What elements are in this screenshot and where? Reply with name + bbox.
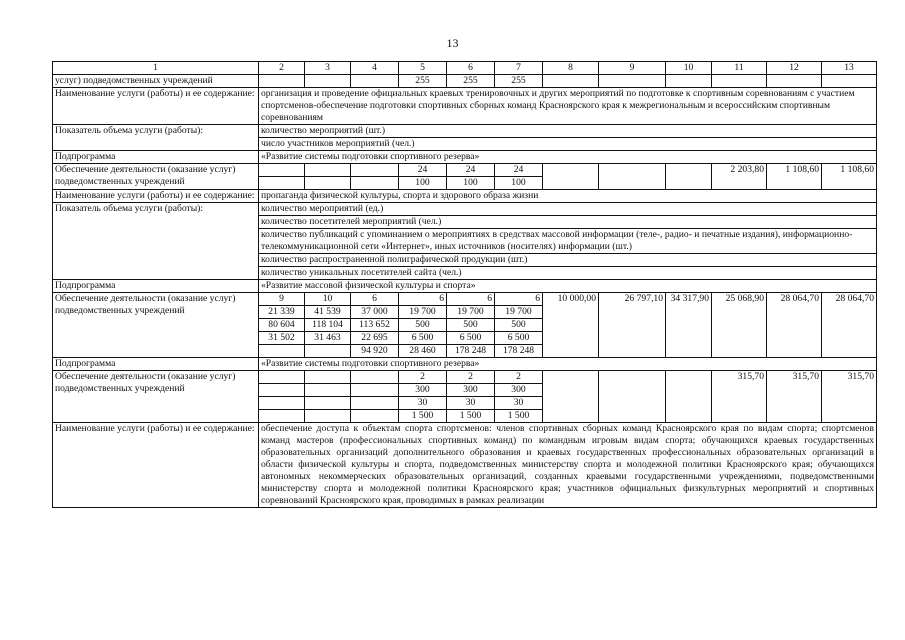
indicator-text: количество публикаций с упоминанием о мероприятиях в средствах массовой информации (теле-, радио- и печатные издания), информационно-телекоммуникационной сети «Интернет», иных источников (носителях) информации (шт.) <box>259 229 877 254</box>
subprogram-name: «Развитие массовой физической культуры и спорта» <box>259 280 877 293</box>
cell: 6 <box>495 293 543 306</box>
cell: 24 <box>495 164 543 177</box>
service-name-row <box>53 423 877 508</box>
cell: 24 <box>447 164 495 177</box>
cell: 30 <box>447 397 495 410</box>
cell: 300 <box>495 384 543 397</box>
cell: 255 <box>447 75 495 88</box>
cell: 6 <box>447 293 495 306</box>
cell: 315,70 <box>712 371 767 423</box>
provision-label: Обеспечение деятельности (оказание услуг) подведомственных учреждений <box>53 371 259 423</box>
cell: 100 <box>447 177 495 190</box>
subprogram-label: Подпрограмма <box>53 151 259 164</box>
header-cell: 1 <box>53 62 259 75</box>
header-cell: 9 <box>599 62 666 75</box>
provision-row <box>53 371 877 384</box>
cell: 500 <box>495 319 543 332</box>
indicator-label: Показатель объема услуги (работы): <box>53 203 259 280</box>
subprogram-row <box>53 151 877 164</box>
provision-row <box>53 293 877 306</box>
cell: 1 108,60 <box>767 164 822 190</box>
cell: 300 <box>447 384 495 397</box>
cell: 19 700 <box>399 306 447 319</box>
header-cell: 10 <box>666 62 712 75</box>
cell: 31 502 <box>259 332 305 345</box>
header-cell: 3 <box>305 62 351 75</box>
cell: 178 248 <box>447 345 495 358</box>
cell: 31 463 <box>305 332 351 345</box>
indicator-text: количество мероприятий (ед.) <box>259 203 877 216</box>
cell: 500 <box>447 319 495 332</box>
cell <box>259 345 305 358</box>
cell: 315,70 <box>767 371 822 423</box>
indicator-text: количество посетителей мероприятий (чел.) <box>259 216 877 229</box>
cell: 41 539 <box>305 306 351 319</box>
cell: 6 <box>399 293 447 306</box>
indicator-text: количество уникальных посетителей сайта (чел.) <box>259 267 877 280</box>
service-name-text: организация и проведение официальных краевых тренировочных и других мероприятий по подготовке к спортивным соревнованиям с участием спортсменов-обеспечение подготовки спортивных сборных команд Красноярского края к межрегиональным и всероссийским спортивным соревнованиям <box>259 88 877 125</box>
service-name-text: обеспечение доступа к объектам спорта спортсменов: членов спортивных сборных команд Красноярского края по видам спорта; спортсменов команд мастеров (профессиональных спортивных команд) по командным игровым видам спорта; обучающихся краевых государственных образовательных организаций дополнительного образования и краевых государственных профессиональных образовательных организаций в области физической культуры и спорта, подведомственных министерству спорта и молодежной политики Красноярского края; обучающихся автономных некоммерческих образовательных организаций, созданных краевыми государственными учреждениями, подведомственными министерству спорта и молодежной политики Красноярского края; участников официальных физкультурных мероприятий и спортивных соревнований Красноярского края, проводимых в рамках реализации <box>259 423 877 508</box>
cell: 113 652 <box>351 319 399 332</box>
cell: 10 <box>305 293 351 306</box>
cell: 30 <box>495 397 543 410</box>
cell: 178 248 <box>495 345 543 358</box>
header-cell: 6 <box>447 62 495 75</box>
cell: 28 064,70 <box>822 293 877 358</box>
cell: 2 <box>447 371 495 384</box>
cell: 28 460 <box>399 345 447 358</box>
provision-row <box>53 164 877 177</box>
cell: 28 064,70 <box>767 293 822 358</box>
cell: 2 203,80 <box>712 164 767 190</box>
cell: 255 <box>495 75 543 88</box>
cell: 1 108,60 <box>822 164 877 190</box>
subprogram-label: Подпрограмма <box>53 280 259 293</box>
cell: 100 <box>495 177 543 190</box>
table-row <box>53 75 877 88</box>
cell: 255 <box>399 75 447 88</box>
provision-label: Обеспечение деятельности (оказание услуг) подведомственных учреждений <box>53 164 259 190</box>
cell: 500 <box>399 319 447 332</box>
subprogram-label: Подпрограмма <box>53 358 259 371</box>
indicator-text: число участников мероприятий (чел.) <box>259 138 877 151</box>
service-name-label: Наименование услуги (работы) и ее содержание: <box>53 88 259 125</box>
subprogram-row <box>53 280 877 293</box>
cell: 26 797,10 <box>599 293 666 358</box>
cell: 9 <box>259 293 305 306</box>
cell: 2 <box>399 371 447 384</box>
cell: 34 317,90 <box>666 293 712 358</box>
cell <box>305 345 351 358</box>
cell: 1 500 <box>447 410 495 423</box>
service-name-label: Наименование услуги (работы) и ее содержание: <box>53 423 259 508</box>
header-cell: 7 <box>495 62 543 75</box>
cell: 315,70 <box>822 371 877 423</box>
cell: 22 695 <box>351 332 399 345</box>
cell: 6 500 <box>447 332 495 345</box>
indicator-text: количество распространенной полиграфической продукции (шт.) <box>259 254 877 267</box>
cell: 19 700 <box>495 306 543 319</box>
cell: 6 500 <box>495 332 543 345</box>
cell: 80 604 <box>259 319 305 332</box>
indicator-label: Показатель объема услуги (работы): <box>53 125 259 151</box>
indicator-row <box>53 203 877 216</box>
cell: 25 068,90 <box>712 293 767 358</box>
service-name-row <box>53 88 877 125</box>
provision-label: Обеспечение деятельности (оказание услуг) подведомственных учреждений <box>53 293 259 358</box>
header-cell: 13 <box>822 62 877 75</box>
indicator-row <box>53 125 877 138</box>
cell: 94 920 <box>351 345 399 358</box>
service-name-text: пропаганда физической культуры, спорта и здорового образа жизни <box>259 190 877 203</box>
cell: 24 <box>399 164 447 177</box>
cell: 300 <box>399 384 447 397</box>
service-name-row <box>53 190 877 203</box>
cell: 2 <box>495 371 543 384</box>
cell: 21 339 <box>259 306 305 319</box>
service-name-label: Наименование услуги (работы) и ее содержание: <box>53 190 259 203</box>
header-cell: 4 <box>351 62 399 75</box>
cell: 37 000 <box>351 306 399 319</box>
row-label: услуг) подведомственных учреждений <box>53 75 259 88</box>
cell: 118 104 <box>305 319 351 332</box>
header-cell: 5 <box>399 62 447 75</box>
subprogram-name: «Развитие системы подготовки спортивного резерва» <box>259 151 877 164</box>
header-cell: 2 <box>259 62 305 75</box>
subprogram-name: «Развитие системы подготовки спортивного резерва» <box>259 358 877 371</box>
subprogram-row <box>53 358 877 371</box>
cell: 6 500 <box>399 332 447 345</box>
header-row <box>53 62 877 75</box>
cell: 19 700 <box>447 306 495 319</box>
header-cell: 11 <box>712 62 767 75</box>
page-number: 13 <box>446 36 459 50</box>
cell: 1 500 <box>495 410 543 423</box>
cell: 30 <box>399 397 447 410</box>
header-cell: 8 <box>543 62 599 75</box>
cell: 1 500 <box>399 410 447 423</box>
budget-table <box>52 61 877 508</box>
header-cell: 12 <box>767 62 822 75</box>
cell: 6 <box>351 293 399 306</box>
cell: 10 000,00 <box>543 293 599 358</box>
indicator-text: количество мероприятий (шт.) <box>259 125 877 138</box>
cell: 100 <box>399 177 447 190</box>
